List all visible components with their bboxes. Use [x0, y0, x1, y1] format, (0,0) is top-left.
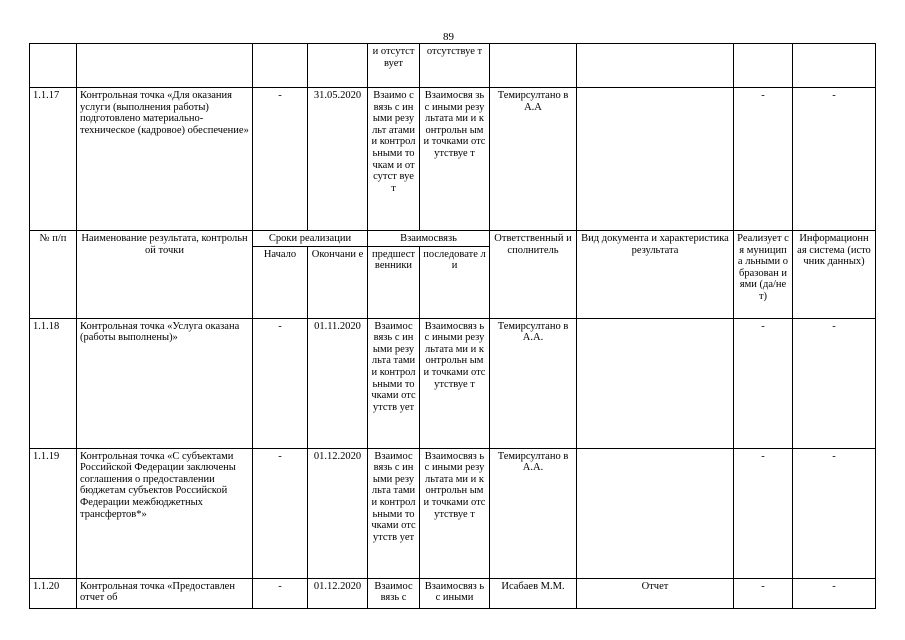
header-doc-type: Вид документа и характеристика результата	[577, 231, 734, 319]
header-info-system: Информационн ая система (источник данных)	[793, 231, 876, 319]
cell-predecessors: и отсутст вует	[368, 44, 420, 88]
cell-name: Контрольная точка «С субъектами Российской Федерации заключены соглашения о предоставлении бюджетам субъектов Российской Федерации межбюджетных трансфертов*»	[77, 448, 253, 578]
cell-end: 01.12.2020	[308, 578, 368, 608]
table-row	[30, 88, 876, 231]
cell-doc-type: Отчет	[577, 578, 734, 608]
header-municipal: Реализует ся муниципа льными образован иями (да/нет)	[734, 231, 793, 319]
cell-end: 01.12.2020	[308, 448, 368, 578]
cell-predecessors: Взаимос вязь с	[368, 578, 420, 608]
cell-responsible: Темирсултано в А.А	[490, 88, 577, 231]
page-number: 89	[443, 31, 454, 43]
control-points-table	[29, 43, 876, 609]
cell-predecessors: Взаимос вязь с иными результа тами и контрол ьными точками отсутств ует	[368, 318, 420, 448]
cell-municipal: -	[734, 578, 793, 608]
continuation-row	[30, 44, 876, 88]
header-successors: последовате ли	[420, 246, 490, 318]
table-row	[30, 448, 876, 578]
cell-name: Контрольная точка «Предоставлен отчет об	[77, 578, 253, 608]
cell-end	[308, 44, 368, 88]
cell-start: -	[253, 88, 308, 231]
header-num: № п/п	[30, 231, 77, 319]
cell-doc-type	[577, 44, 734, 88]
cell-doc-type	[577, 448, 734, 578]
cell-info-system: -	[793, 448, 876, 578]
cell-responsible: Исабаев М.М.	[490, 578, 577, 608]
header-relation: Взаимосвязь	[368, 231, 490, 247]
cell-num: 1.1.20	[30, 578, 77, 608]
table-row	[30, 318, 876, 448]
cell-municipal: -	[734, 88, 793, 231]
header-name: Наименование результата, контрольной точки	[77, 231, 253, 319]
cell-end: 31.05.2020	[308, 88, 368, 231]
cell-info-system	[793, 44, 876, 88]
cell-num	[30, 44, 77, 88]
cell-info-system: -	[793, 88, 876, 231]
header-predecessors: предшест венники	[368, 246, 420, 318]
cell-name: Контрольная точка «Для оказания услуги (выполнения работы) подготовлено материально-техническое (кадровое) обеспечение»	[77, 88, 253, 231]
cell-responsible: Темирсултано в А.А.	[490, 318, 577, 448]
cell-municipal: -	[734, 448, 793, 578]
cell-successors: отсутствуе т	[420, 44, 490, 88]
cell-name	[77, 44, 253, 88]
cell-start: -	[253, 448, 308, 578]
header-end: Окончани е	[308, 246, 368, 318]
header-deadlines: Сроки реализации	[253, 231, 368, 247]
cell-num: 1.1.19	[30, 448, 77, 578]
table-row	[30, 578, 876, 608]
cell-predecessors: Взаимо связь с иными результ атами и контрол ьными точкам и отсутст вует	[368, 88, 420, 231]
table-header-row	[30, 231, 876, 247]
cell-info-system: -	[793, 318, 876, 448]
cell-municipal: -	[734, 318, 793, 448]
cell-responsible	[490, 44, 577, 88]
cell-start: -	[253, 578, 308, 608]
header-responsible: Ответственный исполнитель	[490, 231, 577, 319]
cell-end: 01.11.2020	[308, 318, 368, 448]
cell-info-system: -	[793, 578, 876, 608]
cell-predecessors: Взаимос вязь с иными результа тами и контрол ьными точками отсутств ует	[368, 448, 420, 578]
cell-successors: Взаимосвяз ь с иными	[420, 578, 490, 608]
cell-successors: Взаимосвяз ь с иными результата ми и контрольн ыми точками отсутствуе т	[420, 318, 490, 448]
header-start: Начало	[253, 246, 308, 318]
cell-start: -	[253, 318, 308, 448]
cell-num: 1.1.18	[30, 318, 77, 448]
cell-doc-type	[577, 88, 734, 231]
cell-responsible: Темирсултано в А.А.	[490, 448, 577, 578]
cell-successors: Взаимосвяз ь с иными результата ми и контрольн ыми точками отсутствуе т	[420, 448, 490, 578]
cell-name: Контрольная точка «Услуга оказана (работы выполнены)»	[77, 318, 253, 448]
cell-municipal	[734, 44, 793, 88]
cell-start	[253, 44, 308, 88]
cell-num: 1.1.17	[30, 88, 77, 231]
cell-successors: Взаимосвя зь с иными результата ми и контрольн ыми точками отсутствуе т	[420, 88, 490, 231]
cell-doc-type	[577, 318, 734, 448]
